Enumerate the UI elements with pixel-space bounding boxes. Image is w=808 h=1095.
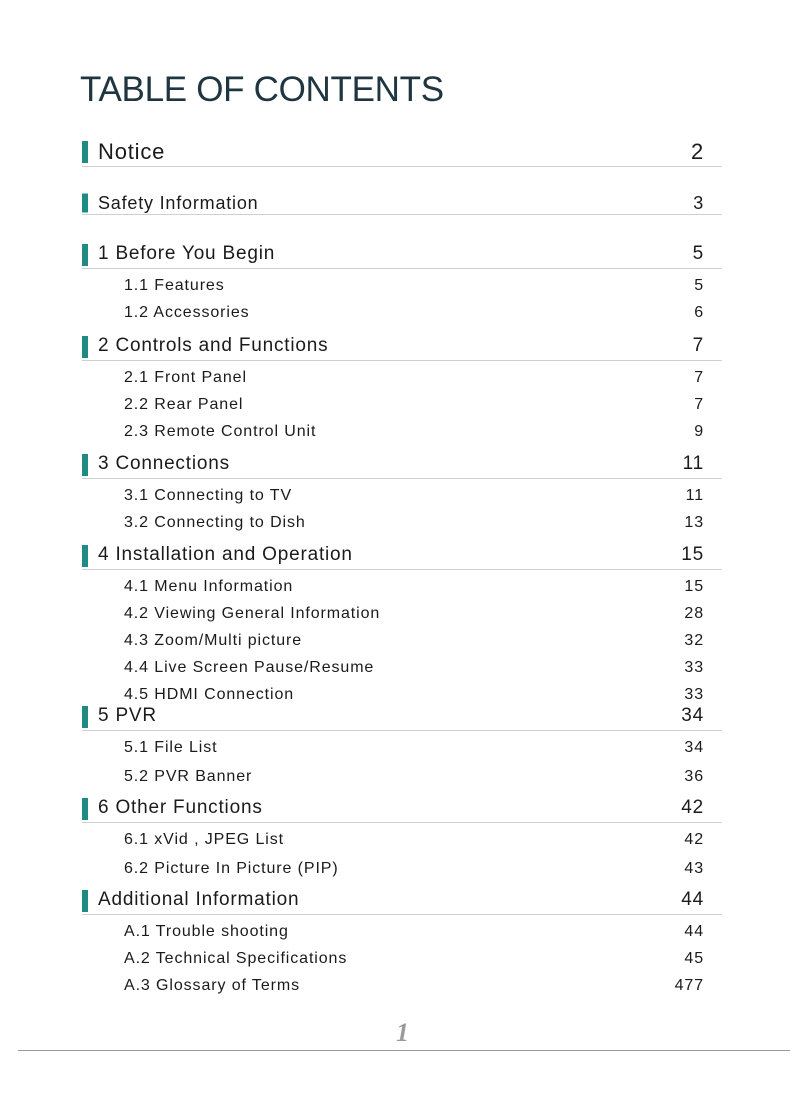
toc-subsection[interactable] <box>124 487 704 505</box>
toc-section-5[interactable] <box>82 704 722 731</box>
toc-subsection[interactable] <box>124 977 704 995</box>
subsection-label: 4.5 HDMI Connection <box>124 686 295 703</box>
subsection-page: 7 <box>694 369 704 386</box>
subsection-label: 1.2 Accessories <box>124 304 250 321</box>
toc-section-1[interactable] <box>82 242 722 269</box>
section-marker <box>82 141 88 163</box>
subsection-label: A.1 Trouble shooting <box>124 923 289 940</box>
subsection-label: 6.1 xVid , JPEG List <box>124 831 284 848</box>
toc-subsection[interactable] <box>124 923 704 941</box>
toc-subsection[interactable] <box>124 739 704 757</box>
subsection-page: 34 <box>684 739 704 756</box>
toc-section-2[interactable] <box>82 334 722 361</box>
subsection-label: 5.2 PVR Banner <box>124 768 253 785</box>
subsection-page: 15 <box>684 578 704 595</box>
subsection-page: 7 <box>694 396 704 413</box>
section-page: 3 <box>693 193 704 213</box>
subsection-page: 43 <box>684 860 704 877</box>
subsection-label: A.3 Glossary of Terms <box>124 977 300 994</box>
section-label: 4 Installation and Operation <box>98 544 353 565</box>
toc-subsection[interactable] <box>124 632 704 650</box>
subsection-page: 33 <box>684 686 704 703</box>
subsection-page: 32 <box>684 632 704 649</box>
toc-subsection[interactable] <box>124 423 704 441</box>
page-title: TABLE OF CONTENTS <box>80 70 444 109</box>
subsection-page: 42 <box>684 831 704 848</box>
section-marker <box>82 244 88 266</box>
toc-subsection[interactable] <box>124 831 704 849</box>
section-label: Notice <box>98 139 166 164</box>
subsection-label: 3.2 Connecting to Dish <box>124 514 306 531</box>
subsection-label: 2.3 Remote Control Unit <box>124 423 317 440</box>
section-page: 34 <box>681 705 704 726</box>
subsection-page: 13 <box>684 514 704 531</box>
subsection-page: 5 <box>694 277 704 294</box>
toc-subsection[interactable] <box>124 686 704 704</box>
subsection-page: 44 <box>684 923 704 940</box>
section-page: 7 <box>692 335 704 356</box>
toc-subsection[interactable] <box>124 578 704 596</box>
subsection-page: 36 <box>684 768 704 785</box>
toc-subsection[interactable] <box>124 514 704 532</box>
toc-section-6[interactable] <box>82 796 722 823</box>
subsection-page: 9 <box>694 423 704 440</box>
subsection-label: 5.1 File List <box>124 739 218 756</box>
section-label: 5 PVR <box>98 705 157 726</box>
subsection-label: 2.1 Front Panel <box>124 369 247 386</box>
section-label: 1 Before You Begin <box>98 243 276 264</box>
section-label: 2 Controls and Functions <box>98 335 329 356</box>
section-page: 42 <box>681 797 704 818</box>
section-marker <box>82 706 88 728</box>
section-page: 11 <box>682 453 704 474</box>
toc-subsection[interactable] <box>124 304 704 322</box>
toc-subsection[interactable] <box>124 605 704 623</box>
subsection-label: 3.1 Connecting to TV <box>124 487 293 504</box>
subsection-page: 6 <box>694 304 704 321</box>
section-marker <box>82 336 88 358</box>
toc-section-safety[interactable] <box>82 192 722 215</box>
subsection-label: 1.1 Features <box>124 277 225 294</box>
subsection-label: 2.2 Rear Panel <box>124 396 244 413</box>
subsection-label: 4.2 Viewing General Information <box>124 605 381 622</box>
footer-divider <box>18 1050 790 1051</box>
footer-page-number: 1 <box>396 1018 409 1047</box>
toc-subsection[interactable] <box>124 396 704 414</box>
subsection-page: 11 <box>685 487 704 504</box>
subsection-label: 4.4 Live Screen Pause/Resume <box>124 659 375 676</box>
subsection-page: 33 <box>684 659 704 676</box>
toc-subsection[interactable] <box>124 659 704 677</box>
section-page: 5 <box>692 243 704 264</box>
subsection-label: 6.2 Picture In Picture (PIP) <box>124 860 339 877</box>
subsection-label: 4.1 Menu Information <box>124 578 294 595</box>
section-page: 15 <box>681 544 704 565</box>
toc-section-3[interactable] <box>82 452 722 479</box>
section-page: 2 <box>690 139 704 164</box>
section-label: Safety Information <box>98 193 259 213</box>
toc-subsection[interactable] <box>124 860 704 878</box>
section-marker <box>82 798 88 820</box>
toc-section-notice[interactable] <box>82 138 722 167</box>
section-marker <box>82 454 88 476</box>
subsection-page: 477 <box>674 977 704 994</box>
subsection-page: 28 <box>684 605 704 622</box>
section-marker <box>82 890 88 912</box>
toc-section-4[interactable] <box>82 543 722 570</box>
section-marker <box>82 545 88 567</box>
toc-section-additional[interactable] <box>82 888 722 915</box>
section-label: 3 Connections <box>98 453 230 474</box>
section-marker <box>82 194 88 213</box>
section-label: Additional Information <box>98 889 300 910</box>
subsection-page: 45 <box>684 950 704 967</box>
subsection-label: 4.3 Zoom/Multi picture <box>124 632 303 649</box>
section-page: 44 <box>681 889 704 910</box>
toc-subsection[interactable] <box>124 369 704 387</box>
subsection-label: A.2 Technical Specifications <box>124 950 348 967</box>
toc-subsection[interactable] <box>124 768 704 786</box>
toc-subsection[interactable] <box>124 950 704 968</box>
toc-subsection[interactable] <box>124 277 704 295</box>
section-label: 6 Other Functions <box>98 797 263 818</box>
